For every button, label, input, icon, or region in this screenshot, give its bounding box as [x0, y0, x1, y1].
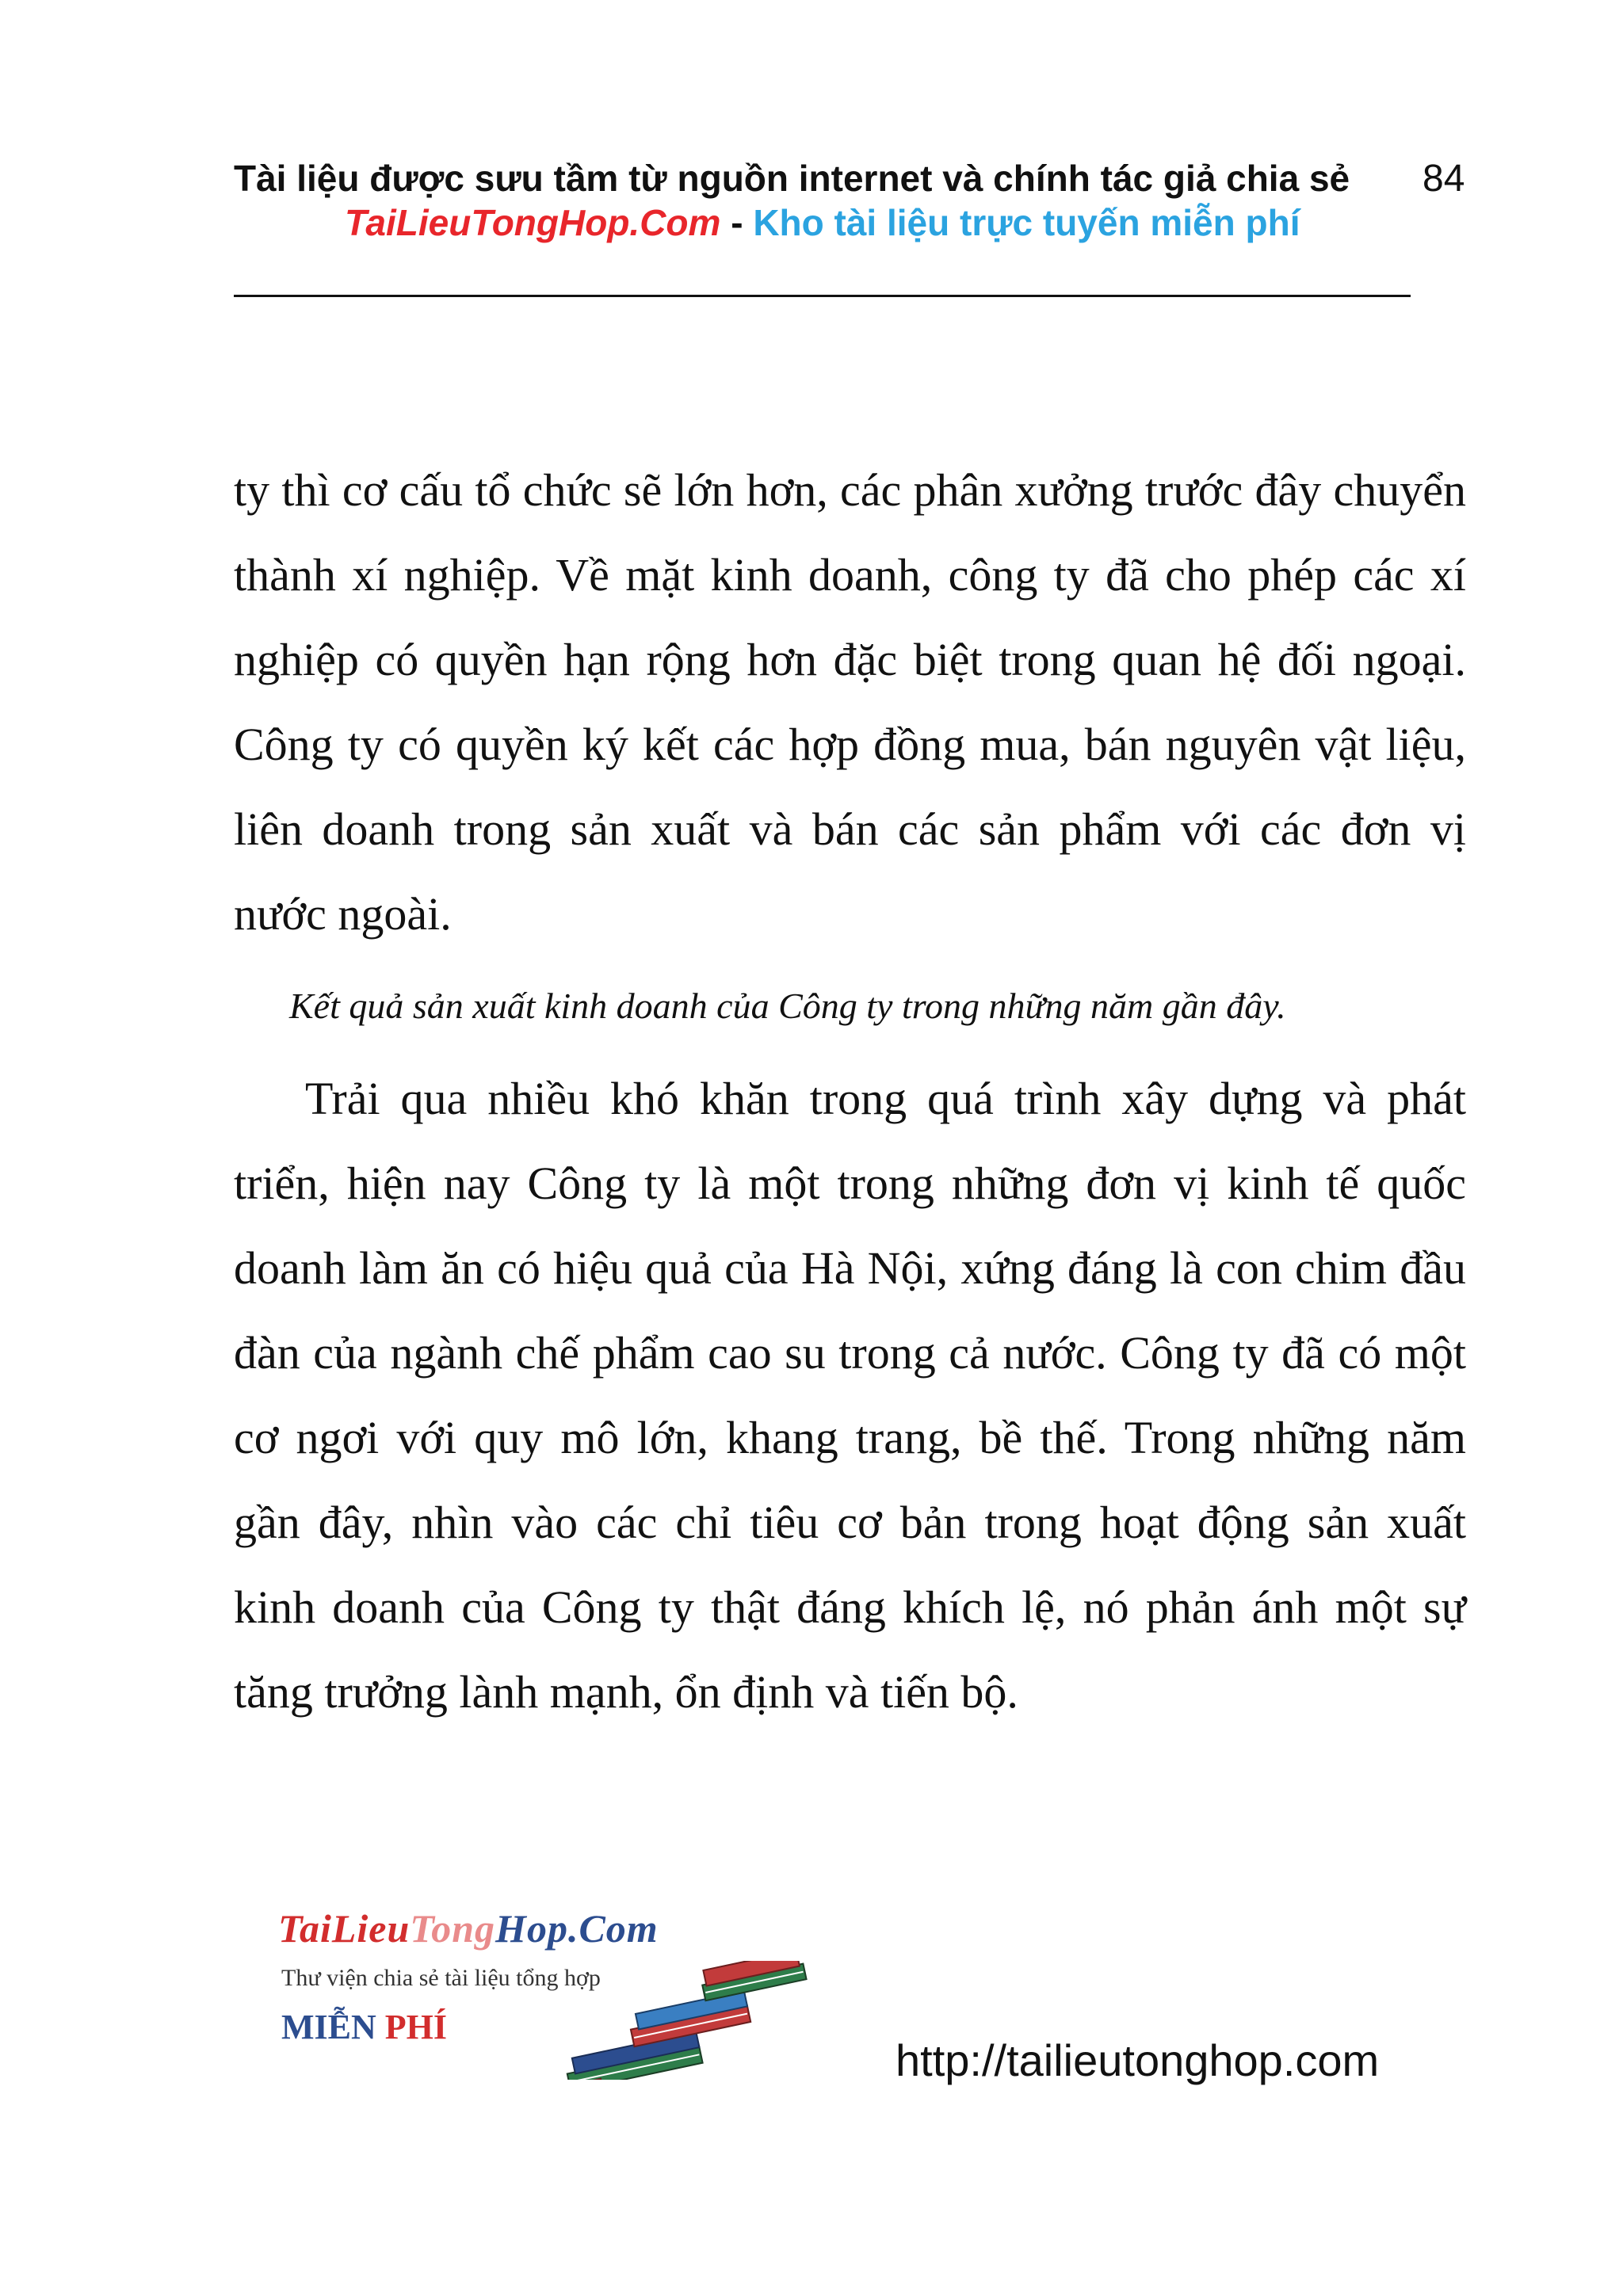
page-number: 84 [1423, 158, 1465, 200]
header-subtitle [345, 201, 1300, 244]
section-caption: Kết quả sản xuất kinh doanh của Công ty trong những năm gần đây. [289, 986, 1286, 1026]
body-paragraph-2: Trải qua nhiều khó khăn trong quá trình xây dựng và phát triển, hiện nay Công ty là một trong những đơn vị kinh tế quốc doanh làm ăn có hiệu quả của Hà Nội, xứng đáng là con chim đầu đàn của ngành chế phẩm cao su trong cả nước. Công ty đã có một cơ ngơi với quy mô lớn, khang trang, bề thế. Trong những năm gần đây, nhìn vào các chỉ tiêu cơ bản trong hoạt động sản xuất kinh doanh của Công ty thật đáng khích lệ, nó phản ánh một sự tăng trưởng lành mạnh, ổn định và tiến bộ. [234, 1073, 1466, 1718]
header-divider [234, 295, 1411, 297]
site-name-link[interactable]: TaiLieuTongHop.Com [345, 202, 721, 243]
logo-subtitle: Thư viện chia sẻ tài liệu tổng hợp [281, 1965, 601, 1991]
footer-url-link[interactable]: http://tailieutonghop.com [896, 2035, 1380, 2085]
header-separator: - [720, 202, 754, 243]
logo-title: TaiLieuTongHop.Com [278, 1906, 659, 1951]
header-tagline: Kho tài liệu trực tuyến miễn phí [753, 202, 1300, 243]
books-icon [511, 1961, 860, 2080]
footer-logo [273, 1905, 892, 2080]
logo-free-label: MIỄN PHÍ [281, 2008, 448, 2046]
header-title: Tài liệu được sưu tầm từ nguồn internet và chính tác giả chia sẻ [234, 158, 1350, 199]
body-paragraph-1: ty thì cơ cấu tổ chức sẽ lớn hơn, các phân xưởng trước đây chuyển thành xí nghiệp. Về mặt kinh doanh, công ty đã cho phép các xí nghiệp có quyền hạn rộng hơn đặc biệt trong quan hệ đối ngoại. Công ty có quyền ký kết các hợp đồng mua, bán nguyên vật liệu, liên doanh trong sản xuất và bán các sản phẩm với các đơn vị nước ngoài. [234, 464, 1466, 940]
